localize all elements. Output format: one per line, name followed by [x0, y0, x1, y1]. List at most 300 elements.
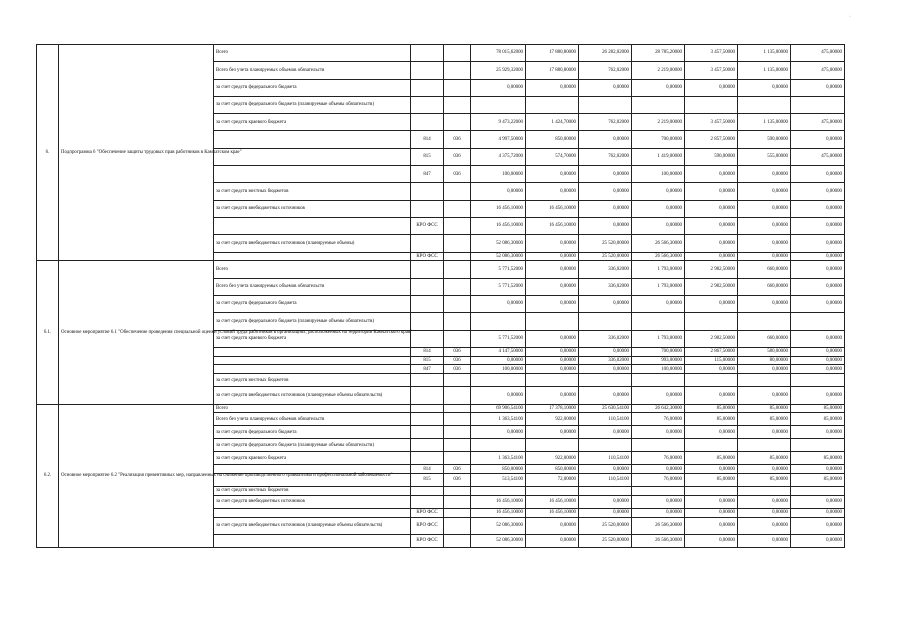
program-code-cell [444, 261, 471, 278]
program-code-cell: 036 [444, 365, 471, 374]
amount-cell [526, 439, 579, 452]
funding-source-cell [214, 365, 411, 374]
amount-cell: 4 147,50000 [471, 347, 526, 356]
funding-source-cell: Всего без учета планируемых объемов обязательств [214, 278, 411, 295]
amount-cell: 0,00000 [685, 217, 738, 234]
amount-cell: 3 457,50000 [685, 45, 738, 62]
amount-cell: 1 135,00000 [738, 45, 791, 62]
amount-cell: 336,02000 [579, 356, 632, 365]
amount-cell: 17 880,80000 [526, 45, 579, 62]
program-code-cell [444, 62, 471, 79]
amount-cell [526, 96, 579, 113]
amount-cell: 0,00000 [791, 347, 845, 356]
amount-cell: 590,00000 [738, 131, 791, 148]
program-code-cell [444, 535, 471, 548]
amount-cell: 85,00000 [738, 413, 791, 426]
amount-cell: 0,00000 [526, 183, 579, 200]
amount-cell: 0,00000 [471, 183, 526, 200]
amount-cell: 336,02000 [579, 261, 632, 278]
grbs-code-cell [411, 278, 444, 295]
amount-cell [685, 487, 738, 496]
amount-cell: 0,00000 [685, 365, 738, 374]
funding-source-cell: за счет средств внебюджетных источников [214, 200, 411, 217]
amount-cell: 3 457,50000 [685, 62, 738, 79]
funding-source-cell: за счет средств внебюджетных источников (планируемые объемы) [214, 235, 411, 252]
amount-cell: 4 375,72000 [471, 148, 526, 165]
amount-cell: 100,00000 [471, 166, 526, 183]
amount-cell: 922,00000 [526, 413, 579, 426]
program-code-cell [444, 183, 471, 200]
amount-cell: 16 456,10000 [471, 495, 526, 508]
grbs-code-cell: КРО ФСС [411, 217, 444, 234]
amount-cell: 26 566,30000 [632, 517, 685, 534]
amount-cell: 1 363,54100 [471, 452, 526, 465]
amount-cell: 26 282,02000 [579, 45, 632, 62]
amount-cell: 110,54100 [579, 413, 632, 426]
amount-cell [738, 439, 791, 452]
amount-cell: 0,00000 [791, 79, 845, 96]
amount-cell: 85,00000 [738, 474, 791, 487]
amount-cell [579, 439, 632, 452]
program-code-cell [444, 313, 471, 330]
amount-cell: 0,00000 [738, 508, 791, 517]
grbs-code-cell: 847 [411, 166, 444, 183]
amount-cell: 0,00000 [579, 426, 632, 439]
amount-cell: 700,00000 [632, 131, 685, 148]
program-code-cell [444, 413, 471, 426]
amount-cell [791, 439, 845, 452]
funding-source-cell [214, 535, 411, 548]
amount-cell: 16 456,10000 [526, 200, 579, 217]
funding-source-cell [214, 252, 411, 261]
amount-cell: 0,00000 [791, 252, 845, 261]
amount-cell: 0,00000 [738, 517, 791, 534]
grbs-code-cell: 814 [411, 465, 444, 474]
amount-cell: 0,00000 [579, 387, 632, 404]
program-code-cell [444, 235, 471, 252]
section-index: 6.1. [37, 261, 59, 404]
amount-cell: 0,00000 [579, 200, 632, 217]
amount-cell: 0,00000 [738, 217, 791, 234]
amount-cell: 0,00000 [738, 235, 791, 252]
grbs-code-cell [411, 452, 444, 465]
amount-cell: 660,00000 [738, 330, 791, 347]
amount-cell: 0,00000 [471, 426, 526, 439]
amount-cell: 85,00000 [685, 413, 738, 426]
amount-cell: 0,00000 [791, 131, 845, 148]
amount-cell: 0,00000 [685, 495, 738, 508]
funding-source-cell: за счет средств внебюджетных источников (планируемые объемы обязательств) [214, 387, 411, 404]
amount-cell: 0,00000 [579, 295, 632, 312]
amount-cell: 1 135,00000 [738, 114, 791, 131]
program-code-cell [444, 200, 471, 217]
amount-cell: 0,00000 [791, 261, 845, 278]
amount-cell: 17 880,80000 [526, 62, 579, 79]
program-code-cell [444, 45, 471, 62]
amount-cell: 0,00000 [526, 278, 579, 295]
program-code-cell [444, 252, 471, 261]
amount-cell: 0,00000 [526, 235, 579, 252]
amount-cell: 0,00000 [471, 356, 526, 365]
grbs-code-cell [411, 96, 444, 113]
amount-cell [685, 313, 738, 330]
amount-cell: 85,00000 [791, 474, 845, 487]
amount-cell [791, 96, 845, 113]
grbs-code-cell [411, 413, 444, 426]
funding-source-cell: за счет средств краевого бюджета [214, 330, 411, 347]
funding-source-cell: за счет средств местных бюджетов [214, 183, 411, 200]
grbs-code-cell [411, 114, 444, 131]
amount-cell: 0,00000 [791, 535, 845, 548]
amount-cell: 85,00000 [791, 404, 845, 413]
amount-cell: 0,00000 [738, 365, 791, 374]
amount-cell: 85,00000 [738, 404, 791, 413]
program-code-cell [444, 79, 471, 96]
amount-cell: 16 456,10000 [471, 508, 526, 517]
amount-cell: 0,00000 [791, 465, 845, 474]
amount-cell: 0,00000 [632, 217, 685, 234]
amount-cell [738, 313, 791, 330]
amount-cell: 85,00000 [685, 452, 738, 465]
amount-cell: 0,00000 [579, 131, 632, 148]
amount-cell: 475,00000 [791, 62, 845, 79]
amount-cell: 0,00000 [791, 295, 845, 312]
corner-mark: · [849, 14, 851, 20]
program-code-cell [444, 96, 471, 113]
funding-source-cell [214, 217, 411, 234]
funding-source-cell: Всего [214, 45, 411, 62]
grbs-code-cell [411, 62, 444, 79]
amount-cell: 0,00000 [526, 166, 579, 183]
amount-cell: 52 086,30000 [471, 252, 526, 261]
amount-cell: 0,00000 [685, 200, 738, 217]
amount-cell: 0,00000 [526, 426, 579, 439]
funding-source-cell: за счет средств федерального бюджета (планируемые объемы обязательств) [214, 313, 411, 330]
amount-cell: 0,00000 [685, 426, 738, 439]
amount-cell: 0,00000 [685, 517, 738, 534]
funding-source-cell [214, 508, 411, 517]
amount-cell: 0,00000 [526, 330, 579, 347]
amount-cell: 2 982,50000 [685, 278, 738, 295]
amount-cell: 26 642,30000 [632, 404, 685, 413]
amount-cell: 0,00000 [791, 278, 845, 295]
amount-cell [685, 439, 738, 452]
amount-cell: 0,00000 [791, 200, 845, 217]
grbs-code-cell: 815 [411, 356, 444, 365]
amount-cell [632, 439, 685, 452]
grbs-code-cell: КРО ФСС [411, 535, 444, 548]
amount-cell: 0,00000 [791, 356, 845, 365]
amount-cell: 660,00000 [738, 278, 791, 295]
amount-cell: 0,00000 [791, 365, 845, 374]
amount-cell: 0,00000 [526, 356, 579, 365]
amount-cell: 0,00000 [471, 387, 526, 404]
amount-cell: 0,00000 [791, 166, 845, 183]
funding-source-cell: Всего [214, 261, 411, 278]
amount-cell [471, 374, 526, 387]
amount-cell: 0,00000 [526, 347, 579, 356]
amount-cell [471, 487, 526, 496]
grbs-code-cell [411, 79, 444, 96]
amount-cell: 2 219,00000 [632, 62, 685, 79]
program-code-cell [444, 295, 471, 312]
amount-cell: 5 771,52000 [471, 330, 526, 347]
amount-cell: 0,00000 [685, 387, 738, 404]
funding-source-cell: за счет средств краевого бюджета [214, 114, 411, 131]
amount-cell: 0,00000 [471, 79, 526, 96]
amount-cell: 580,00000 [738, 347, 791, 356]
amount-cell: 100,00000 [632, 365, 685, 374]
amount-cell [685, 96, 738, 113]
amount-cell: 115,00000 [685, 356, 738, 365]
program-code-cell [444, 217, 471, 234]
funding-source-cell [214, 131, 411, 148]
amount-cell [471, 439, 526, 452]
amount-cell: 2 982,50000 [685, 261, 738, 278]
grbs-code-cell: 815 [411, 474, 444, 487]
grbs-code-cell: 814 [411, 347, 444, 356]
amount-cell: 590,00000 [685, 148, 738, 165]
grbs-code-cell: 847 [411, 365, 444, 374]
amount-cell: 76,00000 [632, 474, 685, 487]
amount-cell: 336,02000 [579, 330, 632, 347]
amount-cell: 1 419,00000 [632, 148, 685, 165]
amount-cell: 475,00000 [791, 148, 845, 165]
amount-cell: 85,00000 [791, 452, 845, 465]
amount-cell: 78 015,62000 [471, 45, 526, 62]
grbs-code-cell [411, 374, 444, 387]
amount-cell: 0,00000 [579, 79, 632, 96]
amount-cell: 17 378,10000 [526, 404, 579, 413]
amount-cell: 0,00000 [738, 252, 791, 261]
amount-cell [632, 313, 685, 330]
funding-source-cell: Всего [214, 404, 411, 413]
program-code-cell: 036 [444, 347, 471, 356]
funding-source-cell [214, 356, 411, 365]
amount-cell: 0,00000 [685, 79, 738, 96]
amount-cell: 16 456,10000 [526, 217, 579, 234]
amount-cell: 0,00000 [738, 535, 791, 548]
amount-cell: 9 473,22000 [471, 114, 526, 131]
program-code-cell [444, 426, 471, 439]
amount-cell: 26 566,30000 [632, 535, 685, 548]
grbs-code-cell [411, 235, 444, 252]
amount-cell [526, 487, 579, 496]
table-row [37, 261, 845, 278]
amount-cell: 0,00000 [685, 508, 738, 517]
program-code-cell: 036 [444, 131, 471, 148]
program-code-cell [444, 439, 471, 452]
amount-cell [632, 487, 685, 496]
amount-cell: 850,00000 [526, 465, 579, 474]
grbs-code-cell [411, 295, 444, 312]
amount-cell: 0,00000 [685, 183, 738, 200]
grbs-code-cell [411, 45, 444, 62]
table-row [37, 404, 845, 413]
amount-cell: 16 456,10000 [471, 217, 526, 234]
amount-cell: 0,00000 [738, 166, 791, 183]
grbs-code-cell [411, 495, 444, 508]
amount-cell: 336,02000 [579, 278, 632, 295]
amount-cell: 1 135,00000 [738, 62, 791, 79]
amount-cell: 52 086,30000 [471, 535, 526, 548]
grbs-code-cell: 814 [411, 131, 444, 148]
funding-source-cell: Всего без учета планируемых объемов обязательств [214, 413, 411, 426]
amount-cell: 4 997,50000 [471, 131, 526, 148]
amount-cell [579, 487, 632, 496]
amount-cell: 26 566,30000 [632, 235, 685, 252]
funding-source-cell: за счет средств федерального бюджета (планируемые объемы обязательств) [214, 439, 411, 452]
amount-cell [579, 374, 632, 387]
grbs-code-cell [411, 426, 444, 439]
amount-cell: 0,00000 [632, 79, 685, 96]
grbs-code-cell: КРО ФСС [411, 508, 444, 517]
funding-source-cell: за счет средств внебюджетных источников [214, 495, 411, 508]
amount-cell: 1 424,70000 [526, 114, 579, 131]
amount-cell: 0,00000 [526, 295, 579, 312]
amount-cell: 0,00000 [738, 495, 791, 508]
amount-cell: 80,00000 [738, 356, 791, 365]
amount-cell: 1 363,54100 [471, 413, 526, 426]
amount-cell: 0,00000 [685, 252, 738, 261]
amount-cell: 0,00000 [526, 517, 579, 534]
amount-cell: 0,00000 [791, 387, 845, 404]
amount-cell: 762,02000 [579, 148, 632, 165]
amount-cell: 0,00000 [632, 508, 685, 517]
program-code-cell: 036 [444, 166, 471, 183]
funding-source-cell [214, 148, 411, 165]
amount-cell: 25 520,00000 [579, 235, 632, 252]
grbs-code-cell: 815 [411, 148, 444, 165]
amount-cell: 2 982,50000 [685, 330, 738, 347]
amount-cell: 16 456,10000 [526, 508, 579, 517]
grbs-code-cell [411, 200, 444, 217]
amount-cell: 2 867,50000 [685, 347, 738, 356]
amount-cell: 0,00000 [791, 426, 845, 439]
program-code-cell [444, 330, 471, 347]
funding-source-cell: за счет средств местных бюджетов [214, 487, 411, 496]
amount-cell: 0,00000 [526, 261, 579, 278]
amount-cell: 0,00000 [579, 166, 632, 183]
program-code-cell [444, 508, 471, 517]
amount-cell: 0,00000 [791, 183, 845, 200]
amount-cell: 28 785,20000 [632, 45, 685, 62]
amount-cell: 0,00000 [685, 295, 738, 312]
amount-cell: 0,00000 [579, 495, 632, 508]
amount-cell: 1 793,00000 [632, 278, 685, 295]
grbs-code-cell [411, 261, 444, 278]
amount-cell: 574,70000 [526, 148, 579, 165]
funding-source-cell: за счет средств местных бюджетов [214, 374, 411, 387]
amount-cell: 0,00000 [579, 217, 632, 234]
amount-cell [471, 313, 526, 330]
amount-cell: 0,00000 [579, 365, 632, 374]
amount-cell: 0,00000 [685, 535, 738, 548]
amount-cell: 0,00000 [632, 426, 685, 439]
amount-cell: 25 520,00000 [579, 517, 632, 534]
amount-cell: 762,02000 [579, 114, 632, 131]
program-code-cell [444, 114, 471, 131]
amount-cell: 0,00000 [791, 330, 845, 347]
grbs-code-cell: КРО ФСС [411, 252, 444, 261]
amount-cell: 0,00000 [738, 200, 791, 217]
amount-cell: 85,00000 [738, 452, 791, 465]
amount-cell: 922,00000 [526, 452, 579, 465]
funding-source-cell: за счет средств внебюджетных источников (планируемые объемы обязательств) [214, 517, 411, 534]
amount-cell: 0,00000 [632, 465, 685, 474]
amount-cell: 700,00000 [632, 347, 685, 356]
funding-source-cell: за счет средств федерального бюджета [214, 426, 411, 439]
grbs-code-cell [411, 487, 444, 496]
amount-cell [791, 487, 845, 496]
amount-cell [526, 313, 579, 330]
amount-cell: 85,00000 [685, 474, 738, 487]
program-code-cell: 036 [444, 356, 471, 365]
amount-cell: 0,00000 [526, 387, 579, 404]
grbs-code-cell [411, 313, 444, 330]
amount-cell [471, 96, 526, 113]
amount-cell: 52 086,30000 [471, 517, 526, 534]
program-code-cell [444, 278, 471, 295]
program-code-cell [444, 387, 471, 404]
amount-cell [632, 374, 685, 387]
amount-cell: 25 929,32000 [471, 62, 526, 79]
funding-source-cell: за счет средств федерального бюджета [214, 79, 411, 96]
amount-cell [579, 96, 632, 113]
program-code-cell [444, 517, 471, 534]
amount-cell: 0,00000 [579, 183, 632, 200]
program-code-cell [444, 452, 471, 465]
table-body [37, 45, 845, 548]
amount-cell: 0,00000 [579, 508, 632, 517]
program-code-cell: 036 [444, 474, 471, 487]
amount-cell: 25 520,00000 [579, 535, 632, 548]
amount-cell: 475,00000 [791, 114, 845, 131]
grbs-code-cell [411, 439, 444, 452]
amount-cell: 0,00000 [632, 295, 685, 312]
amount-cell: 0,00000 [685, 465, 738, 474]
amount-cell: 16 456,10000 [471, 200, 526, 217]
amount-cell [579, 313, 632, 330]
section-name: Подпрограмма 6 "Обеспечение защиты трудовых прав работников в Камчатском крае" [59, 45, 214, 261]
amount-cell: 0,00000 [526, 365, 579, 374]
amount-cell [738, 374, 791, 387]
program-code-cell [444, 404, 471, 413]
section-name: Основное мероприятие 6.2 "Реализация превентивных мер, направленных на снижение производственного травматизма и профессиональной заболеваемости" [59, 404, 214, 547]
amount-cell: 0,00000 [738, 183, 791, 200]
amount-cell [791, 374, 845, 387]
amount-cell: 0,00000 [526, 79, 579, 96]
amount-cell: 0,00000 [791, 495, 845, 508]
amount-cell [632, 96, 685, 113]
amount-cell: 475,00000 [791, 45, 845, 62]
amount-cell: 52 086,30000 [471, 235, 526, 252]
section-index: 6.2. [37, 404, 59, 547]
amount-cell: 1 793,00000 [632, 330, 685, 347]
amount-cell [791, 313, 845, 330]
funding-source-cell [214, 166, 411, 183]
table-row [37, 45, 845, 62]
amount-cell [526, 374, 579, 387]
amount-cell: 26 566,30000 [632, 252, 685, 261]
amount-cell [738, 96, 791, 113]
amount-cell: 0,00000 [632, 200, 685, 217]
amount-cell: 0,00000 [738, 387, 791, 404]
program-code-cell: 036 [444, 148, 471, 165]
amount-cell: 76,00000 [632, 452, 685, 465]
funding-source-cell: Всего без учета планируемых объемов обязательств [214, 62, 411, 79]
amount-cell: 0,00000 [791, 508, 845, 517]
